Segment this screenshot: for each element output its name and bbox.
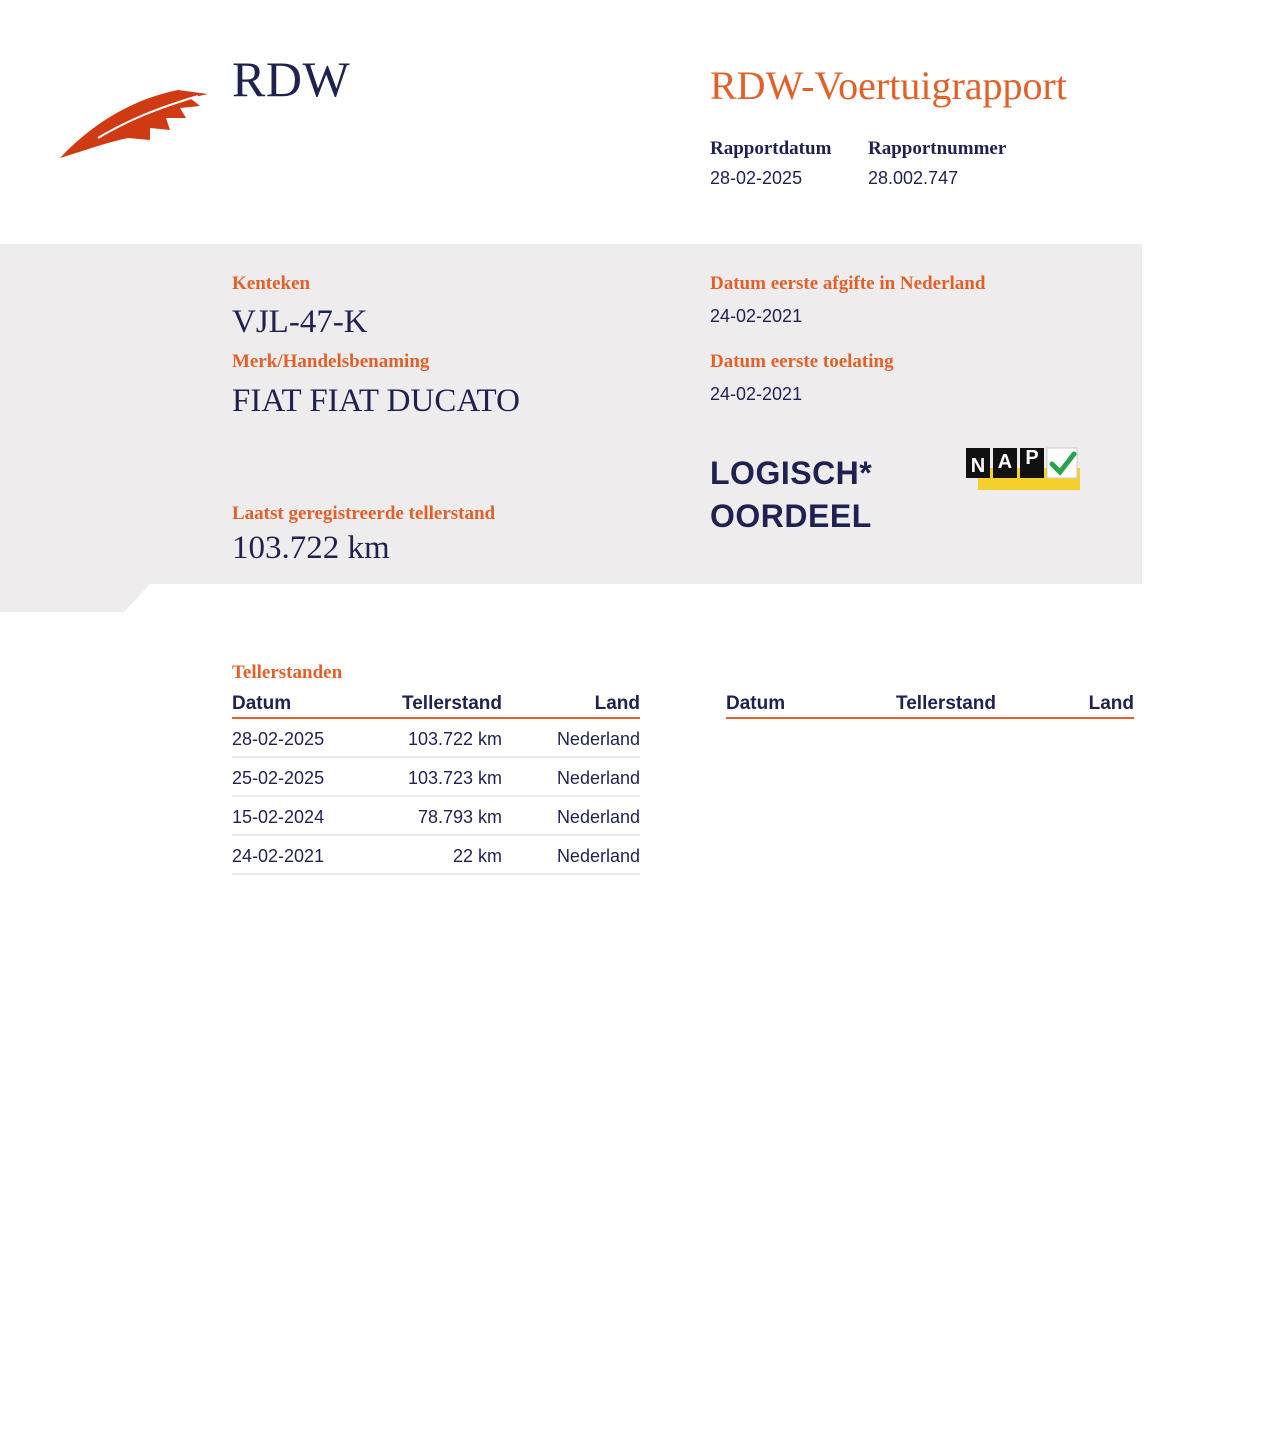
- rdw-logo-icon: [58, 80, 210, 162]
- col-country-header-right: Land: [996, 693, 1134, 718]
- readings-header-row-right: [726, 693, 1134, 718]
- table-row: [232, 757, 640, 796]
- report-title: RDW-Voertuigrapport: [710, 63, 1067, 108]
- odometer-value: 103.722 km: [232, 530, 390, 566]
- first-admission-value: 24-02-2021: [710, 384, 803, 404]
- row-date: 28-02-2025: [232, 718, 382, 757]
- readings-title: Tellerstanden: [232, 662, 343, 683]
- row-country: Nederland: [502, 835, 640, 874]
- report-date: 28-02-2025: [710, 168, 803, 188]
- first-admission-label: Datum eerste toelating: [710, 351, 894, 372]
- brand-name: RDW: [232, 51, 351, 107]
- row-reading: 22 km: [382, 835, 502, 874]
- nap-letter-a: A: [997, 451, 1013, 473]
- row-reading: 103.723 km: [382, 757, 502, 796]
- row-reading: 103.722 km: [382, 718, 502, 757]
- first-issue-nl-label: Datum eerste afgifte in Nederland: [710, 273, 986, 294]
- plate-value: VJL-47-K: [232, 304, 368, 340]
- col-date-header-right: Datum: [726, 693, 876, 718]
- make-value: FIAT FIAT DUCATO: [232, 383, 520, 419]
- odometer-label: Laatst geregistreerde tellerstand: [232, 503, 496, 524]
- row-date: 25-02-2025: [232, 757, 382, 796]
- report-date-label: Rapportdatum: [710, 138, 832, 159]
- verdict-line-2: OORDEEL: [710, 498, 872, 534]
- verdict-text: [710, 452, 872, 538]
- nap-logo-icon: [964, 446, 1082, 492]
- row-country: Nederland: [502, 718, 640, 757]
- col-reading-header: Tellerstand: [382, 693, 502, 718]
- col-date-header: Datum: [232, 693, 382, 718]
- readings-header-row: [232, 693, 640, 718]
- plate-label: Kenteken: [232, 273, 311, 294]
- make-label: Merk/Handelsbenaming: [232, 351, 430, 372]
- readings-table: [232, 693, 640, 875]
- row-date: 24-02-2021: [232, 835, 382, 874]
- row-date: 15-02-2024: [232, 796, 382, 835]
- row-reading: 78.793 km: [382, 796, 502, 835]
- table-row: [232, 796, 640, 835]
- row-country: Nederland: [502, 757, 640, 796]
- vehicle-summary-panel: [0, 244, 1142, 584]
- verdict-line-1: LOGISCH*: [710, 455, 873, 491]
- row-country: Nederland: [502, 796, 640, 835]
- panel-tail-decoration: [0, 584, 150, 614]
- nap-letter-p: P: [1025, 447, 1039, 469]
- table-row: [232, 718, 640, 757]
- col-country-header: Land: [502, 693, 640, 718]
- table-row: [232, 835, 640, 874]
- readings-table-right: [726, 693, 1134, 719]
- first-issue-nl-value: 24-02-2021: [710, 306, 803, 326]
- report-number: 28.002.747: [868, 168, 959, 188]
- col-reading-header-right: Tellerstand: [876, 693, 996, 718]
- nap-letter-n: N: [970, 455, 986, 477]
- report-number-label: Rapportnummer: [868, 138, 1007, 159]
